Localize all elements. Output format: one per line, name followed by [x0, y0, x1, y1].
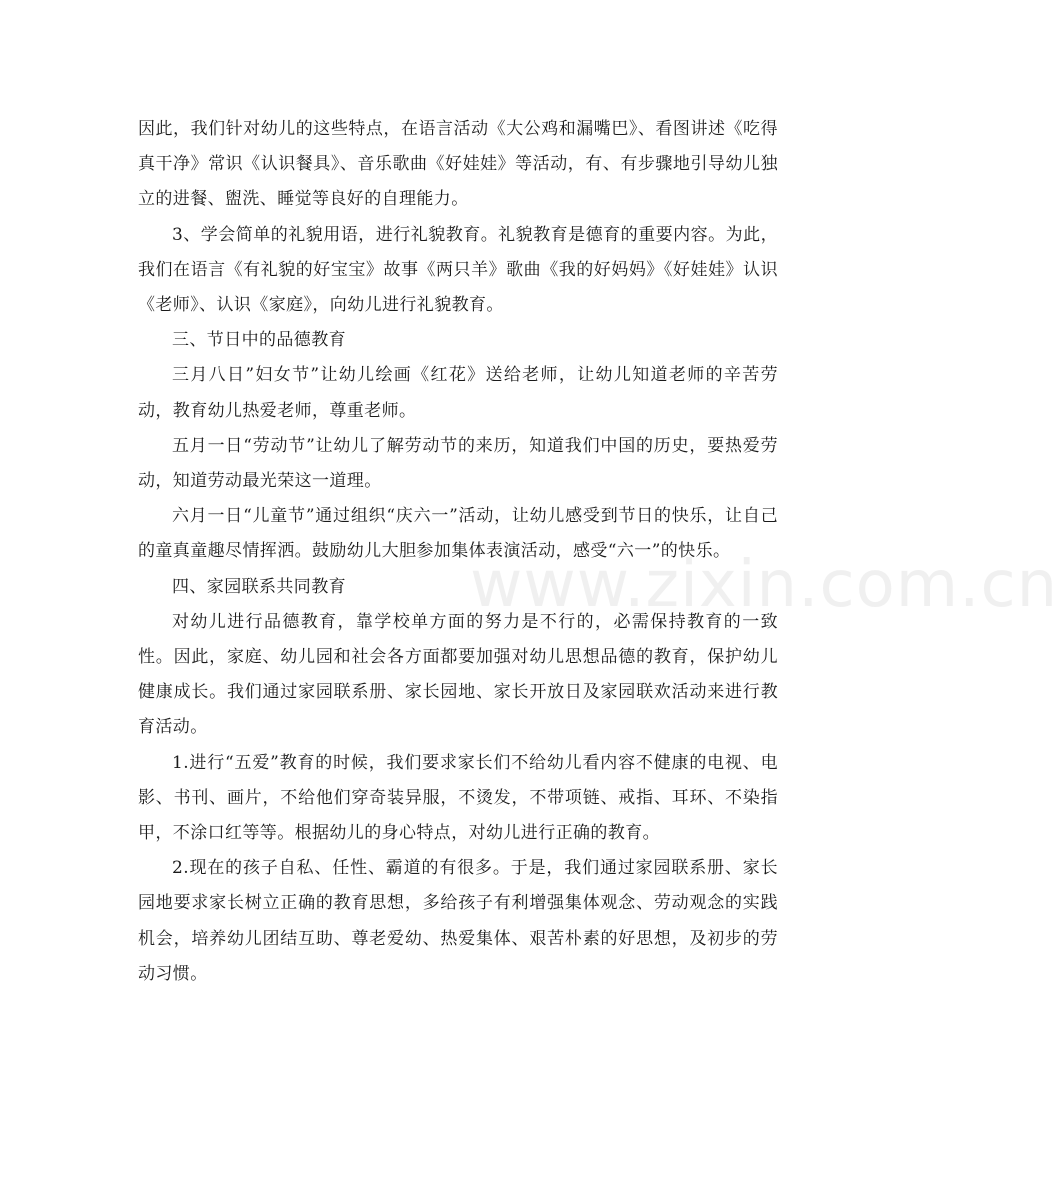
- document-body: [138, 112, 778, 992]
- paragraph-9: 1.进行“五爱”教育的时候，我们要求家长们不给幼儿看内容不健康的电视、电影、书刊、画片，不给他们穿奇装异服，不烫发，不带项链、戒指、耳环、不染指甲，不涂口红等等。根据幼儿的身心特点，对幼儿进行正确的教育。: [138, 752, 778, 844]
- paragraph-2: 3、学会简单的礼貌用语，进行礼貌教育。礼貌教育是德育的重要内容。为此，我们在语言《有礼貌的好宝宝》故事《两只羊》歌曲《我的好妈妈》《好娃娃》认识《老师》、认识《家庭》，向幼儿进行礼貌教育。: [138, 224, 778, 316]
- paragraph-5: 五月一日“劳动节”让幼儿了解劳动节的来历，知道我们中国的历史，要热爱劳动，知道劳动最光荣这一道理。: [138, 435, 778, 492]
- paragraph-1: 因此，我们针对幼儿的这些特点，在语言活动《大公鸡和漏嘴巴》、看图讲述《吃得真干净》常识《认识餐具》、音乐歌曲《好娃娃》等活动，有、有步骤地引导幼儿独立的进餐、盥洗、睡觉等良好的自理能力。: [138, 119, 778, 210]
- paragraph-6: 六月一日“儿童节”通过组织“庆六一”活动，让幼儿感受到节日的快乐，让自己的童真童趣尽情挥洒。鼓励幼儿大胆参加集体表演活动，感受“六一”的快乐。: [138, 506, 778, 562]
- paragraph-4: 三月八日”妇女节”让幼儿绘画《红花》送给老师，让幼儿知道老师的辛苦劳动，教育幼儿热爱老师，尊重老师。: [138, 365, 778, 421]
- paragraph-10: 2.现在的孩子自私、任性、霸道的有很多。于是，我们通过家园联系册、家长园地要求家长树立正确的教育思想，多给孩子有利增强集体观念、劳动观念的实践机会，培养幼儿团结互助、尊老爱幼、热爱集体、艰苦朴素的好思想，及初步的劳动习惯。: [138, 858, 778, 984]
- watermark-text: www.zixin.com.cn: [470, 548, 1058, 622]
- section-heading-3: 三、节日中的品德教育: [172, 330, 346, 351]
- section-heading-4: 四、家园联系共同教育: [172, 576, 346, 597]
- paragraph-8: 对幼儿进行品德教育，靠学校单方面的努力是不行的，必需保持教育的一致性。因此，家庭、幼儿园和社会各方面都要加强对幼儿思想品德的教育，保护幼儿健康成长。我们通过家园联系册、家长园地、家长开放日及家园联欢活动来进行教育活动。: [138, 611, 778, 738]
